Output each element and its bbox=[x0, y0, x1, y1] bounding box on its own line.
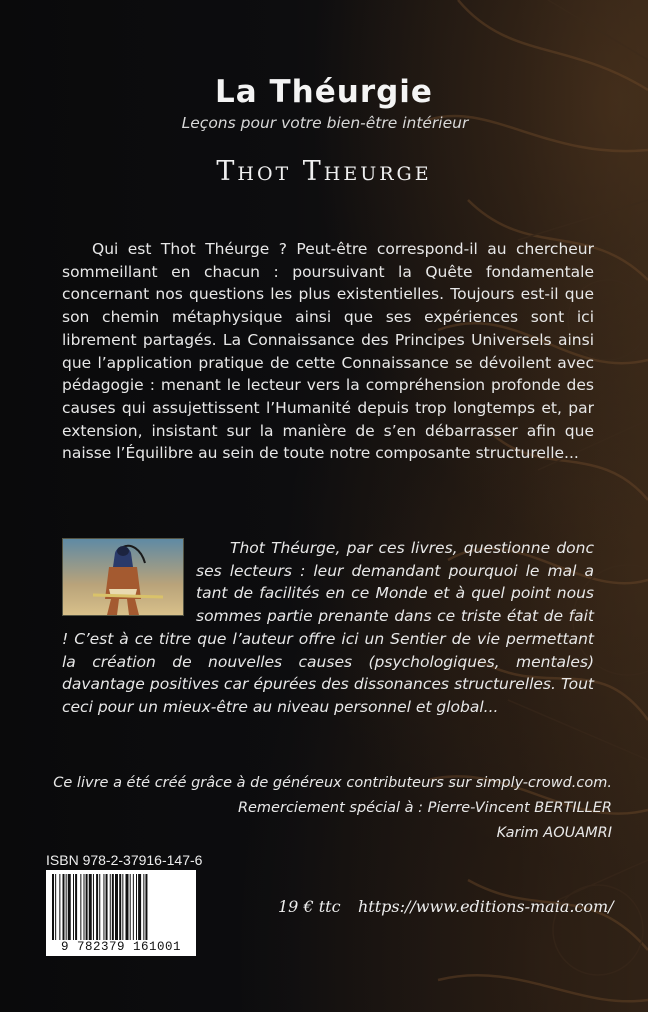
price: 19 € ttc bbox=[278, 897, 341, 916]
image-spacer bbox=[62, 537, 196, 627]
isbn-label: ISBN 978-2-37916-147-6 bbox=[46, 852, 203, 868]
credits-line-2: Remerciement spécial à : Pierre-Vincent BERTILLER bbox=[237, 800, 612, 816]
book-subtitle: Leçons pour votre bien-être intérieur bbox=[181, 114, 469, 132]
author-name: Thot Theurge bbox=[216, 156, 432, 187]
credits-block bbox=[12, 771, 612, 846]
description-paragraph-1: Qui est Thot Théurge ? Peut-être correspond-il au chercheur sommeillant en chacun : poursuivant la Quête fondamentale concernant nos questions les plus existentielles. Toujours est-il que son chemin métaphysique ainsi que ses expériences sont ici librement partagés. La Connaissance des Principes Universels ainsi que l’application pratique de cette Connaissance se dévoilent avec pédagogie : menant le lecteur vers la compréhension profonde des causes qui assujettissent l’Humanité depuis trop longtemps et, par extension, insistant sur la manière de s’en débarrasser afin que naisse l’Équilibre au sein de toute notre composante structurelle... bbox=[62, 240, 594, 463]
book-title: La Théurgie bbox=[215, 74, 433, 110]
publisher-url: https://www.editions-maia.com/ bbox=[358, 897, 614, 916]
credits-line-1: Ce livre a été créé grâce à de généreux contributeurs sur simply-crowd.com. bbox=[53, 775, 612, 791]
barcode-digits: 9 782379 161001 bbox=[46, 940, 196, 954]
description-paragraph-2-text: Thot Théurge, par ces livres, questionne donc ses lecteurs : leur demandant pourquoi le mal a tant de facilités en ce Monde et à quel point nous sommes partie prenante dans ce triste état de fait ! C’est à ce titre que l’auteur offre ici un Sentier de vie permettant la création de nouvelles causes (psychologiques, mentales) davantage positives car épurées des dissonances structurelles. Tout ceci pour un mieux-être au niveau personnel et global... bbox=[62, 539, 594, 716]
barcode bbox=[46, 870, 196, 956]
description-paragraph-2 bbox=[62, 537, 594, 719]
decorative-texture-right bbox=[428, 0, 648, 1012]
credits-line-3: Karim AOUAMRI bbox=[496, 825, 612, 841]
